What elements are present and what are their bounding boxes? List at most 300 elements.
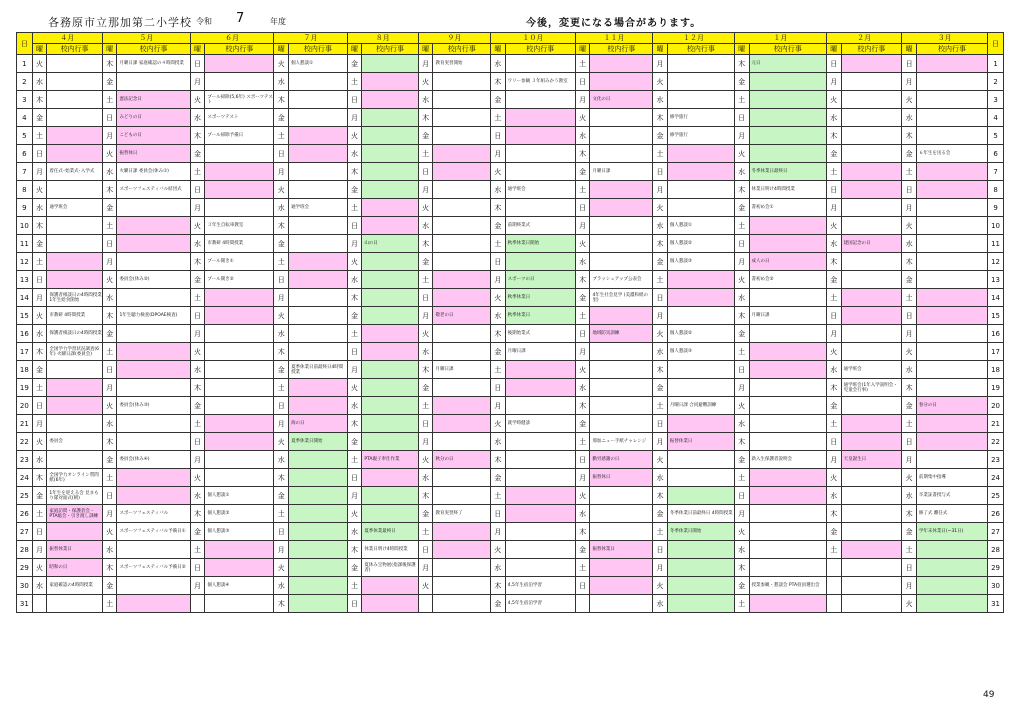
weekday-cell: 土 (32, 505, 47, 523)
month-header: １２月 (653, 33, 735, 44)
weekday-cell: 月 (274, 541, 289, 559)
event-cell (117, 289, 190, 307)
weekday-cell: 火 (653, 577, 668, 595)
event-cell: プール掃除(5,6年) スポーツテスト (205, 91, 274, 109)
event-cell: 夏季休業最終日 (362, 523, 419, 541)
weekday-cell: 金 (491, 217, 506, 235)
event-cell (841, 145, 902, 163)
weekday-cell: 木 (274, 343, 289, 361)
weekday-cell: 金 (491, 91, 506, 109)
day-row (17, 181, 1004, 199)
weekday-cell: 火 (575, 487, 590, 505)
event-cell: 着任式･始業式･入学式 (47, 163, 102, 181)
day-row (17, 163, 1004, 181)
day-row (17, 577, 1004, 595)
page-number: 49 (983, 690, 995, 700)
day-number-right: 18 (988, 361, 1004, 379)
weekday-cell: 土 (491, 109, 506, 127)
day-number: 6 (17, 145, 33, 163)
events-header: 校内行事 (916, 44, 987, 55)
event-cell (289, 595, 348, 613)
weekday-cell: 火 (347, 505, 362, 523)
weekday-cell: 日 (190, 55, 205, 73)
weekday-cell: 土 (826, 415, 841, 433)
day-row (17, 397, 1004, 415)
weekday-cell: 金 (575, 415, 590, 433)
weekday-cell: 金 (826, 271, 841, 289)
weekday-cell: 月 (734, 379, 749, 397)
event-cell (362, 361, 419, 379)
event-cell (433, 595, 491, 613)
day-number-right: 5 (988, 127, 1004, 145)
weekday-cell: 火 (826, 217, 841, 235)
event-cell (47, 127, 102, 145)
day-number: 9 (17, 199, 33, 217)
weekday-cell: 土 (32, 379, 47, 397)
event-cell (841, 469, 902, 487)
event-cell (433, 379, 491, 397)
weekday-cell: 木 (902, 505, 917, 523)
weekday-cell: 月 (491, 523, 506, 541)
event-cell: スポーツフェスティバル予備日① (117, 523, 190, 541)
event-cell: 振替休業日 (47, 541, 102, 559)
event-cell (433, 127, 491, 145)
event-cell (841, 91, 902, 109)
weekday-cell: 水 (653, 217, 668, 235)
event-cell: 委員会 (47, 433, 102, 451)
weekday-cell: 金 (826, 523, 841, 541)
day-row (17, 415, 1004, 433)
event-cell: 休業日明け4時間授業 (362, 541, 419, 559)
day-number: 31 (17, 595, 33, 613)
event-cell (916, 559, 987, 577)
weekday-cell: 水 (102, 289, 117, 307)
event-cell (289, 181, 348, 199)
event-cell (667, 487, 734, 505)
event-cell (590, 253, 653, 271)
events-header: 校内行事 (205, 44, 274, 55)
weekday-cell: 火 (347, 253, 362, 271)
weekday-cell: 水 (102, 415, 117, 433)
weekday-cell: 水 (575, 379, 590, 397)
weekday-cell: 水 (274, 199, 289, 217)
weekday-cell: 水 (347, 145, 362, 163)
day-number: 23 (17, 451, 33, 469)
weekday-cell: 日 (902, 181, 917, 199)
event-cell (289, 505, 348, 523)
event-cell: 個人懇談③ (205, 523, 274, 541)
day-row (17, 289, 1004, 307)
weekday-cell: 金 (418, 379, 433, 397)
event-cell (667, 379, 734, 397)
event-cell: 夏季休業日開始 (289, 433, 348, 451)
event-cell (47, 73, 102, 91)
event-cell: 昭和の日 (47, 559, 102, 577)
events-header: 校内行事 (749, 44, 826, 55)
day-number-right: 14 (988, 289, 1004, 307)
event-cell (916, 307, 987, 325)
weekday-cell: 日 (190, 307, 205, 325)
event-cell (362, 163, 419, 181)
weekday-cell: 金 (575, 289, 590, 307)
event-cell: 家庭訪問・保護者会・PTA総会・引き渡し訓練 (47, 505, 102, 523)
weekday-cell: 土 (102, 91, 117, 109)
weekday-cell: 月 (418, 307, 433, 325)
day-row (17, 55, 1004, 73)
weekday-cell: 火 (274, 181, 289, 199)
weekday-cell: 木 (32, 469, 47, 487)
day-number: 21 (17, 415, 33, 433)
day-column-header-right: 日 (988, 33, 1004, 55)
weekday-cell: 土 (102, 595, 117, 613)
weekday-cell: 土 (347, 199, 362, 217)
event-cell (117, 235, 190, 253)
event-cell: 個人懇談① (667, 217, 734, 235)
weekday-cell: 日 (347, 91, 362, 109)
weekday-cell: 火 (347, 127, 362, 145)
weekday-cell: 水 (491, 307, 506, 325)
day-number-right: 12 (988, 253, 1004, 271)
weekday-cell (826, 595, 841, 613)
weekday-cell: 水 (491, 55, 506, 73)
weekday-cell: 土 (734, 343, 749, 361)
weekday-cell: 月 (734, 253, 749, 271)
day-number-right: 11 (988, 235, 1004, 253)
weekday-cell: 月 (491, 145, 506, 163)
event-cell (205, 181, 274, 199)
weekday-cell: 日 (575, 451, 590, 469)
weekday-cell: 木 (347, 415, 362, 433)
event-cell (362, 307, 419, 325)
event-cell: 天皇誕生日 (841, 451, 902, 469)
weekday-cell: 水 (32, 73, 47, 91)
event-cell (362, 271, 419, 289)
event-cell (433, 487, 491, 505)
day-number: 28 (17, 541, 33, 559)
weekday-cell: 水 (32, 577, 47, 595)
month-header: １１月 (575, 33, 652, 44)
weekday-cell: 火 (575, 361, 590, 379)
event-cell: 那加ニュー手紙チャレンジ (590, 433, 653, 451)
event-cell (841, 505, 902, 523)
weekday-header: 曜 (491, 44, 506, 55)
day-number: 18 (17, 361, 33, 379)
weekday-cell: 月 (653, 181, 668, 199)
year-suffix: 年度 (270, 17, 286, 26)
weekday-cell: 火 (418, 577, 433, 595)
event-cell (362, 73, 419, 91)
weekday-cell: 火 (32, 559, 47, 577)
weekday-cell: 月 (347, 109, 362, 127)
event-cell (749, 415, 826, 433)
weekday-cell: 木 (653, 487, 668, 505)
event-cell: 振替休日 (117, 145, 190, 163)
weekday-cell: 月 (102, 253, 117, 271)
event-cell (590, 55, 653, 73)
event-cell: 教育実習終了 (433, 505, 491, 523)
event-cell (362, 199, 419, 217)
weekday-cell: 木 (418, 487, 433, 505)
event-cell (590, 397, 653, 415)
event-cell (590, 199, 653, 217)
event-cell (205, 145, 274, 163)
weekday-cell: 水 (190, 235, 205, 253)
weekday-cell: 土 (418, 145, 433, 163)
event-cell (433, 235, 491, 253)
event-cell (667, 307, 734, 325)
weekday-cell: 月 (575, 91, 590, 109)
weekday-cell: 土 (734, 469, 749, 487)
event-cell (433, 253, 491, 271)
weekday-cell: 日 (274, 397, 289, 415)
event-cell (289, 307, 348, 325)
event-cell (205, 307, 274, 325)
event-cell (749, 145, 826, 163)
weekday-cell: 金 (418, 505, 433, 523)
weekday-cell: 火 (102, 523, 117, 541)
event-cell (916, 595, 987, 613)
event-cell: 個人懇談④ (205, 577, 274, 595)
weekday-cell: 木 (902, 253, 917, 271)
weekday-cell: 木 (347, 541, 362, 559)
event-cell (590, 127, 653, 145)
weekday-cell: 木 (575, 397, 590, 415)
event-cell: 卒業証書授与式 (916, 487, 987, 505)
event-cell (590, 595, 653, 613)
weekday-cell: 月 (274, 289, 289, 307)
weekday-cell: 月 (418, 55, 433, 73)
weekday-cell: 土 (347, 451, 362, 469)
weekday-cell: 金 (653, 127, 668, 145)
weekday-cell: 月 (32, 289, 47, 307)
event-cell (841, 577, 902, 595)
event-cell (289, 469, 348, 487)
day-number: 3 (17, 91, 33, 109)
weekday-cell: 木 (491, 199, 506, 217)
weekday-cell: 火 (491, 541, 506, 559)
weekday-cell: 月 (190, 577, 205, 595)
event-cell: 委員会(休み③) (117, 397, 190, 415)
weekday-cell: 日 (274, 523, 289, 541)
event-cell (916, 217, 987, 235)
weekday-cell: 金 (274, 109, 289, 127)
weekday-cell: 日 (734, 235, 749, 253)
event-cell (205, 199, 274, 217)
day-number-right: 29 (988, 559, 1004, 577)
event-cell: 振替休業日 (667, 433, 734, 451)
event-cell: プール開き① (205, 253, 274, 271)
weekday-cell: 水 (418, 343, 433, 361)
weekday-cell: 水 (190, 487, 205, 505)
weekday-cell: 土 (102, 217, 117, 235)
weekday-cell: 土 (274, 127, 289, 145)
weekday-cell: 木 (653, 109, 668, 127)
event-cell (590, 343, 653, 361)
event-cell (289, 577, 348, 595)
events-header: 校内行事 (841, 44, 902, 55)
event-cell (205, 55, 274, 73)
event-cell (916, 73, 987, 91)
event-cell (505, 163, 575, 181)
event-cell (205, 595, 274, 613)
weekday-cell: 火 (826, 91, 841, 109)
event-cell (749, 325, 826, 343)
day-number-right: 2 (988, 73, 1004, 91)
weekday-header: 曜 (347, 44, 362, 55)
event-cell (505, 487, 575, 505)
weekday-header: 曜 (902, 44, 917, 55)
event-cell: 夏休み宝物展(指課後保護者) (362, 559, 419, 577)
day-number-right: 17 (988, 343, 1004, 361)
weekday-cell: 日 (491, 253, 506, 271)
weekday-cell: 木 (102, 55, 117, 73)
event-cell (117, 253, 190, 271)
weekday-cell: 日 (418, 163, 433, 181)
day-number: 7 (17, 163, 33, 181)
day-number: 14 (17, 289, 33, 307)
event-cell: 書初め会① (749, 199, 826, 217)
event-cell (433, 325, 491, 343)
day-row (17, 217, 1004, 235)
event-cell (841, 109, 902, 127)
event-cell (362, 433, 419, 451)
weekday-cell: 水 (274, 325, 289, 343)
event-cell (505, 199, 575, 217)
weekday-cell: 火 (653, 325, 668, 343)
event-cell (749, 127, 826, 145)
weekday-cell: 土 (347, 73, 362, 91)
event-cell (916, 577, 987, 595)
event-cell: 前期終業式 (505, 217, 575, 235)
weekday-cell: 日 (826, 433, 841, 451)
event-cell (47, 145, 102, 163)
weekday-cell: 日 (190, 559, 205, 577)
month-header: ９月 (418, 33, 490, 44)
weekday-cell: 金 (102, 577, 117, 595)
weekday-cell: 日 (347, 469, 362, 487)
weekday-cell: 月 (418, 559, 433, 577)
month-header: ３月 (902, 33, 988, 44)
weekday-cell: 木 (32, 217, 47, 235)
weekday-cell: 金 (347, 55, 362, 73)
day-number: 15 (17, 307, 33, 325)
day-row (17, 595, 1004, 613)
month-header: １０月 (491, 33, 576, 44)
weekday-cell: 火 (32, 307, 47, 325)
day-row (17, 523, 1004, 541)
weekday-cell: 土 (418, 271, 433, 289)
event-cell (590, 235, 653, 253)
weekday-cell: 木 (190, 505, 205, 523)
weekday-cell: 水 (32, 325, 47, 343)
event-cell (362, 325, 419, 343)
weekday-cell: 火 (575, 109, 590, 127)
event-cell (916, 235, 987, 253)
event-cell (362, 145, 419, 163)
event-cell (117, 379, 190, 397)
weekday-cell: 木 (491, 325, 506, 343)
weekday-cell: 木 (102, 181, 117, 199)
weekday-cell: 木 (734, 433, 749, 451)
weekday-cell: 月 (653, 559, 668, 577)
weekday-cell: 日 (491, 127, 506, 145)
day-number-right: 26 (988, 505, 1004, 523)
weekday-cell: 火 (653, 73, 668, 91)
weekday-cell: 土 (826, 541, 841, 559)
weekday-cell: 土 (575, 433, 590, 451)
weekday-cell: 日 (102, 109, 117, 127)
weekday-cell: 火 (190, 343, 205, 361)
day-number-right: 28 (988, 541, 1004, 559)
event-cell (433, 559, 491, 577)
event-cell: 月曜日課 家庭確認の４時間授業 (117, 55, 190, 73)
weekday-cell: 土 (826, 163, 841, 181)
weekday-cell: 金 (902, 145, 917, 163)
event-cell (505, 127, 575, 145)
weekday-cell: 水 (274, 73, 289, 91)
weekday-cell: 土 (575, 559, 590, 577)
weekday-cell: 金 (274, 487, 289, 505)
weekday-cell: 金 (575, 163, 590, 181)
weekday-cell: 金 (347, 181, 362, 199)
weekday-cell: 水 (190, 109, 205, 127)
event-cell: 個人懇談① (289, 55, 348, 73)
event-cell: ６年生を送る会 (916, 145, 987, 163)
weekday-cell: 水 (491, 559, 506, 577)
weekday-cell: 火 (902, 469, 917, 487)
event-cell (362, 379, 419, 397)
weekday-cell: 土 (734, 595, 749, 613)
day-number: 12 (17, 253, 33, 271)
weekday-cell: 月 (902, 325, 917, 343)
weekday-cell: 木 (347, 289, 362, 307)
weekday-cell: 月 (653, 307, 668, 325)
event-cell: 通学班会 (289, 199, 348, 217)
weekday-cell: 土 (32, 127, 47, 145)
weekday-cell: 木 (902, 379, 917, 397)
event-cell: 全国学力学習状況調査(6年) 火曜日課(委員会) (47, 343, 102, 361)
weekday-cell: 金 (902, 397, 917, 415)
weekday-cell: 木 (575, 523, 590, 541)
weekday-cell: 土 (347, 577, 362, 595)
weekday-cell (190, 595, 205, 613)
event-cell (117, 433, 190, 451)
weekday-cell: 火 (902, 595, 917, 613)
weekday-cell: 水 (274, 451, 289, 469)
weekday-cell: 土 (418, 523, 433, 541)
event-cell (667, 577, 734, 595)
event-cell: PTA親子奉仕作業 (362, 451, 419, 469)
event-cell (505, 55, 575, 73)
weekday-cell: 金 (102, 199, 117, 217)
event-cell (433, 145, 491, 163)
event-cell (505, 469, 575, 487)
weekday-cell: 土 (902, 289, 917, 307)
day-number-right: 22 (988, 433, 1004, 451)
weekday-cell: 日 (102, 235, 117, 253)
event-cell: 勤労感謝の日 (590, 451, 653, 469)
weekday-cell: 水 (190, 361, 205, 379)
weekday-cell: 火 (32, 433, 47, 451)
weekday-cell: 土 (190, 541, 205, 559)
weekday-cell: 火 (902, 91, 917, 109)
event-cell (433, 469, 491, 487)
event-cell: 個人懇談② (667, 325, 734, 343)
weekday-cell: 土 (190, 289, 205, 307)
weekday-cell: 金 (734, 577, 749, 595)
day-row (17, 361, 1004, 379)
event-cell (916, 361, 987, 379)
